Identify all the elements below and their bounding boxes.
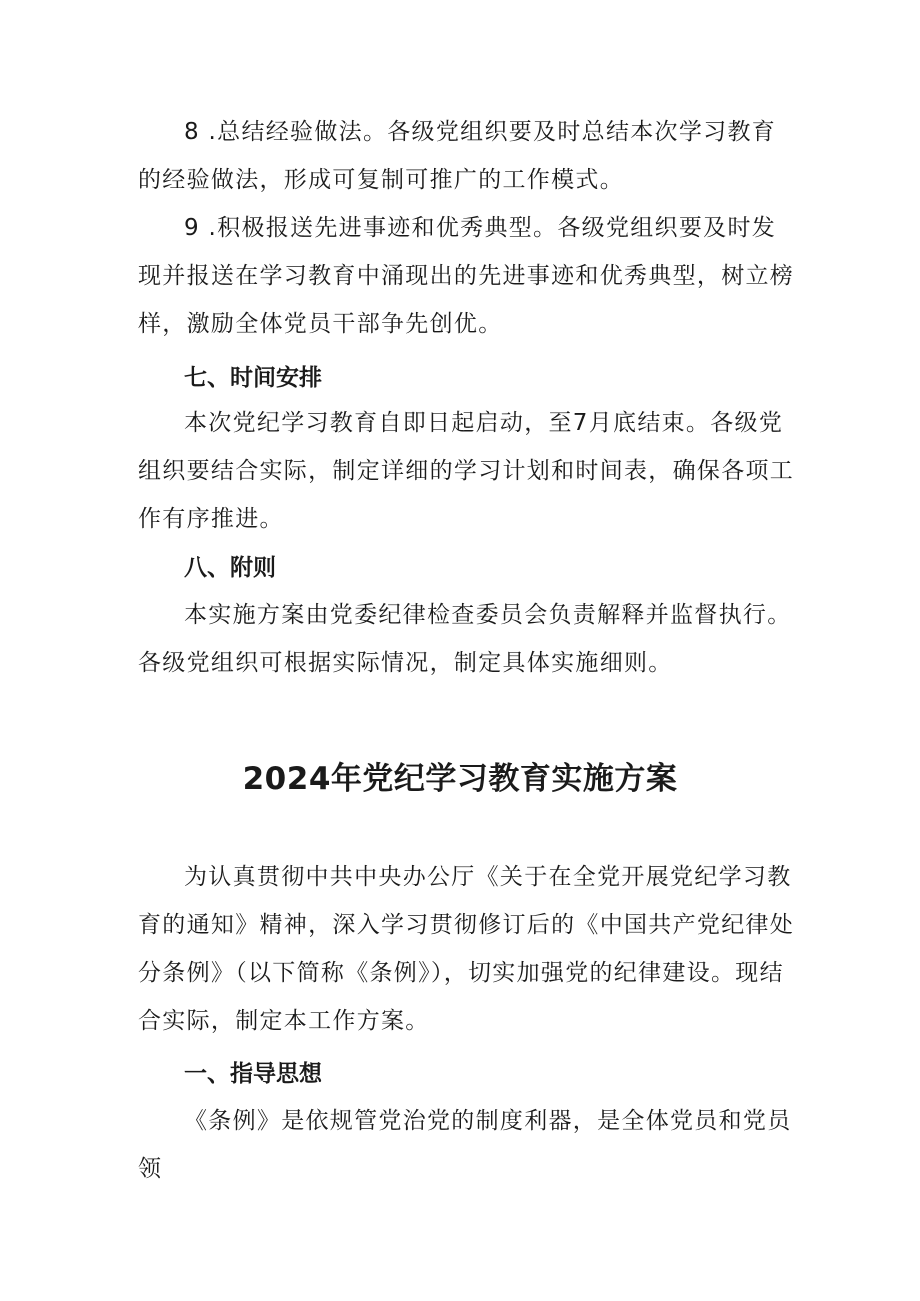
item-9-paragraph: 9 .积极报送先进事迹和优秀典型。各级党组织要及时发现并报送在学习教育中涌现出的先进事迹和优秀典型，树立榜样，激励全体党员干部争先创优。 [138,215,795,337]
document-title: 2024年党纪学习教育实施方案 [242,761,678,797]
section-8-body: 本实施方案由党委纪律检查委员会负责解释并监督执行。各级党组织可根据实际情况，制定具体实施细则。 [138,602,792,676]
intro-paragraph: 为认真贯彻中共中央办公厅《关于在全党开展党纪学习教育的通知》精神，深入学习贯彻修订后的《中国共产党纪律处分条例》（以下简称《条例》），切实加强党的纪律建设。现结合实际，制定本工作方案。 [138,864,795,1034]
section-1-heading: 一、指导思想 [184,1061,322,1087]
section-7-heading: 七、时间安排 [184,365,322,391]
section-8-heading: 八、附则 [184,555,276,581]
section-1-body: 《条例》是依规管党治党的制度利器，是全体党员和党员领 [138,1108,792,1182]
item-8-paragraph: 8 .总结经验做法。各级党组织要及时总结本次学习教育的经验做法，形成可复制可推广的工作模式。 [138,119,777,193]
section-7-body: 本次党纪学习教育自即日起启动，至7月底结束。各级党组织要结合实际，制定详细的学习计划和时间表，确保各项工作有序推进。 [138,410,795,532]
